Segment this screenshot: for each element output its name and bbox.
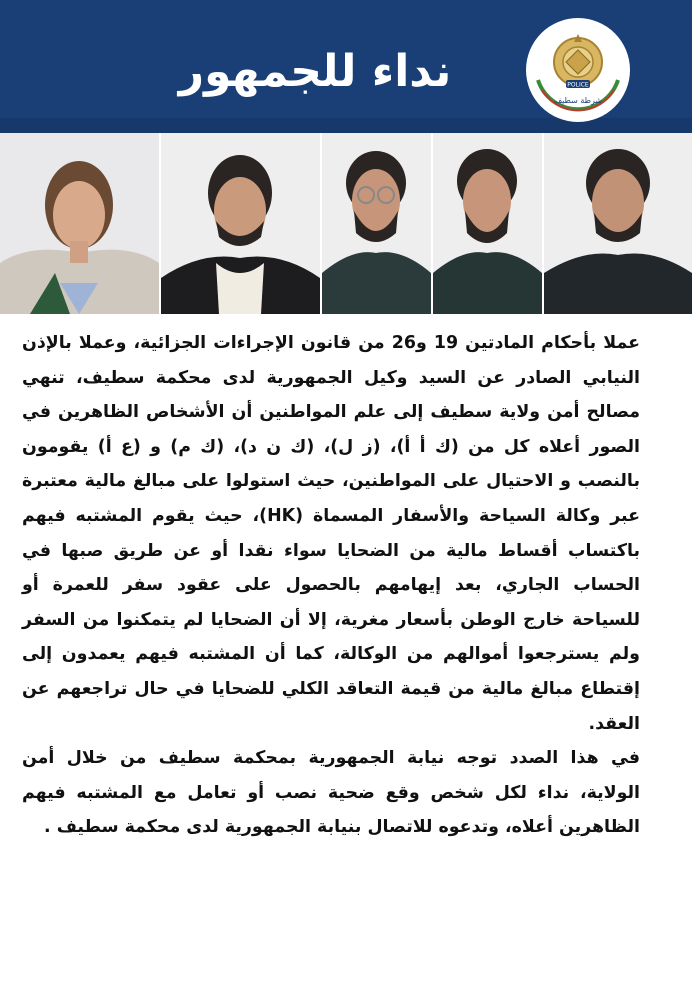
logo-badge-text: POLICE [567,81,589,89]
logo-caption: شرطة سطيف [553,96,603,105]
police-logo [526,18,630,122]
suspect-photo [544,133,692,314]
appeal-paragraph-1: عملا بأحكام المادتين 19 و26 من قانون الإجراءات الجزائية، وعملا بالإذن النيابي الصادر عن السيد وكيل الجمهورية لدى محكمة سطيف، تنهي مصالح أمن ولاية سطيف إلى علم المواطنين أن الأشخاص الظاهرين في الصور أعلاه كل من (ك أ أ)، (ز ل)، (ك ن د)، (ك م) و (ع أ) يقومون بالنصب و الاحتيال على المواطنين، حيث استولوا على مبالغ مالية معتبرة عبر وكالة السياحة والأسفار المسماة (HK)، حيث يقوم المشتبه فيهم باكتساب أقساط مالية من الضحايا سواء نقدا أو عن طريق صبها في الحساب الجاري، بعد إيهامهم بالحصول على عقود سفر للعمرة أو للسياحة خارج الوطن بأسعار مغرية، إلا أن الضحايا لم يتمكنوا من السفر ولم يسترجعوا أموالهم من الوكالة، كما أن المشتبه فيهم يعمدون إلى إقتطاع مبالغ مالية من قيمة التعاقد الكلي للضحايا في حال تراجعهم عن العقد. [22,333,640,734]
appeal-paragraph-2: في هذا الصدد توجه نيابة الجمهورية بمحكمة سطيف من خلال أمن الولاية، نداء لكل شخص وقع ضحية نصب أو تعامل مع المشتبه فيهم الظاهرين أعلاه، وتدعوه للاتصال بنيابة الجمهورية لدى محكمة سطيف . [22,748,640,838]
appeal-text [22,326,668,996]
suspect-photo [161,133,320,314]
police-emblem-icon [526,18,630,122]
suspect-photo [433,133,542,314]
suspect-photo [0,133,159,314]
suspect-photos [0,133,692,314]
page-title: نداء للجمهور [178,46,452,97]
header-banner [0,0,692,133]
suspect-photo [322,133,431,314]
